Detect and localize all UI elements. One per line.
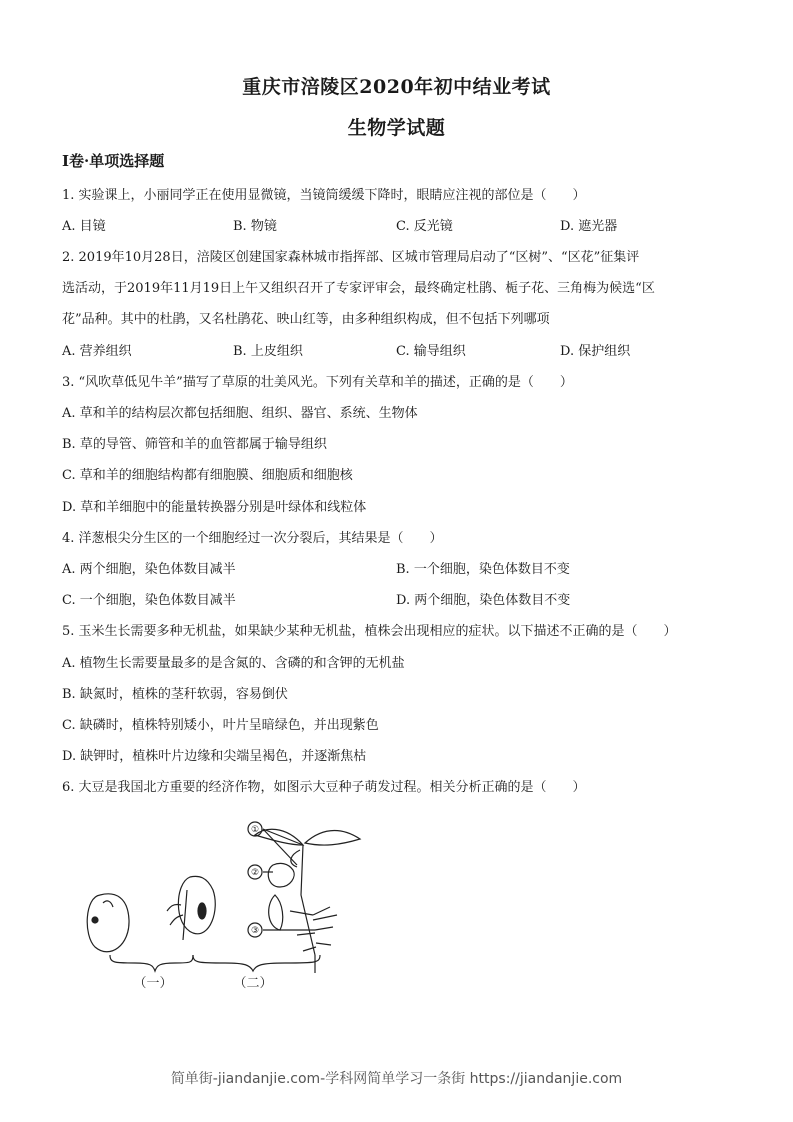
q4-option-b: B. 一个细胞，染色体数目不变	[396, 562, 570, 577]
germination-diagram	[75, 815, 375, 995]
q3-option-a: A. 草和羊的结构层次都包括细胞、组织、器官、系统、生物体	[62, 406, 418, 421]
figure-label-1: ①	[250, 825, 260, 835]
question-6-stem: 6. 大豆是我国北方重要的经济作物，如图示大豆种子萌发过程。相关分析正确的是（ ）	[62, 780, 586, 795]
q3-option-d: D. 草和羊细胞中的能量转换器分别是叶绿体和线粒体	[62, 500, 367, 515]
question-5-stem: 5. 玉米生长需要多种无机盐，如果缺少某种无机盐，植株会出现相应的症状。以下描述不正确的是（ ）	[62, 624, 677, 639]
q5-option-d: D. 缺钾时，植株叶片边缘和尖端呈褐色，并逐渐焦枯	[62, 749, 367, 764]
figure-label-3: ③	[250, 926, 260, 936]
q1-option-b: B. 物镜	[233, 219, 277, 234]
question-2-stem-line-1: 2. 2019年10月28日，涪陵区创建国家森林城市指挥部、区城市管理局启动了“区树”、“区花”征集评	[62, 250, 640, 265]
footer-watermark: 简单街-jiandanjie.com-学科网简单学习一条街 https://jiandanjie.com	[170, 1071, 623, 1087]
question-2-stem-line-2: 选活动，于2019年11月19日上午又组织召开了专家评审会，最终确定杜鹃、栀子花、三角梅为候选“区	[62, 281, 655, 296]
q2-option-b: B. 上皮组织	[233, 344, 303, 359]
q1-option-c: C. 反光镜	[396, 219, 453, 234]
stage-1-label: （一）	[133, 976, 173, 991]
question-2-stem-line-3: 花”品种。其中的杜鹃，又名杜鹃花、映山红等，由多种组织构成，但不包括下列哪项	[62, 312, 550, 327]
q5-option-c: C. 缺磷时，植株特别矮小，叶片呈暗绿色，并出现紫色	[62, 718, 379, 733]
question-4-stem: 4. 洋葱根尖分生区的一个细胞经过一次分裂后，其结果是（ ）	[62, 531, 443, 546]
q4-option-a: A. 两个细胞，染色体数目减半	[62, 562, 236, 577]
q5-option-a: A. 植物生长需要量最多的是含氮的、含磷的和含钾的无机盐	[62, 656, 405, 671]
exam-title: 重庆市涪陵区2020年初中结业考试	[242, 76, 551, 98]
q2-option-c: C. 输导组织	[396, 344, 466, 359]
exam-subtitle: 生物学试题	[347, 117, 446, 139]
question-3-stem: 3. “风吹草低见牛羊”描写了草原的壮美风光。下列有关草和羊的描述，正确的是（ ）	[62, 375, 573, 390]
q4-option-d: D. 两个细胞，染色体数目不变	[396, 593, 571, 608]
q3-option-c: C. 草和羊的细胞结构都有细胞膜、细胞质和细胞核	[62, 468, 353, 483]
q5-option-b: B. 缺氮时，植株的茎秆软弱，容易倒伏	[62, 687, 288, 702]
q1-option-a: A. 目镜	[62, 219, 106, 234]
q2-option-a: A. 营养组织	[62, 344, 132, 359]
soybean-germination-figure	[75, 815, 375, 995]
q4-option-c: C. 一个细胞，染色体数目减半	[62, 593, 236, 608]
section-heading: Ⅰ卷·单项选择题	[62, 152, 165, 170]
question-1-stem: 1. 实验课上，小丽同学正在使用显微镜，当镜筒缓缓下降时，眼睛应注视的部位是（ ）	[62, 188, 586, 203]
q3-option-b: B. 草的导管、筛管和羊的血管都属于输导组织	[62, 437, 327, 452]
figure-label-2: ②	[250, 868, 260, 878]
stage-2-label: （二）	[233, 976, 273, 991]
q2-option-d: D. 保护组织	[560, 344, 631, 359]
q1-option-d: D. 遮光器	[560, 219, 618, 234]
